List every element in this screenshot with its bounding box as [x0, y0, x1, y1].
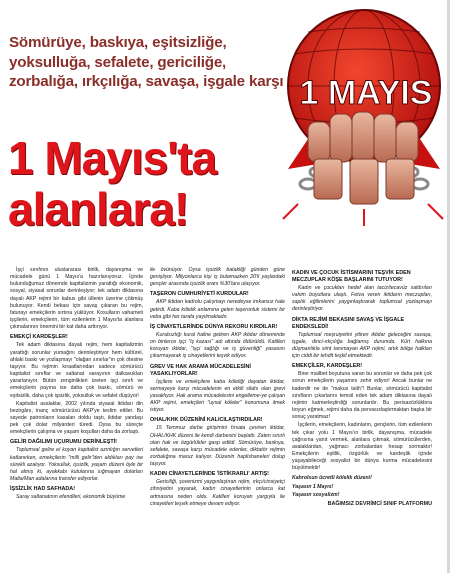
- section-heading: KADIN VE ÇOCUK İSTİSMARINI TEŞVİK EDEN MECZUPLAR KÖŞE BAŞLARINI TUTUYOR!: [292, 270, 411, 283]
- paragraph: Birer mailbet boyutuna varan bu sorunlar ve daha pek çok sorun emekçilerin yaşamını zehir ediyor! Ancak bunlar ne kaderdir ne de "makus talih"! Bunlar, sömürücü kapitalist sınıfların çıkarlarını temsil eden tek adam diktasına dayalı rejimin katmerleştirdiği sorunlardır. Bu perisasözlükbıra boyun eğmek, rejimi daha da pervasızlaştırmaktan başka bir sonuç yaratmaz!: [292, 371, 432, 421]
- paragraph: ile övünüyor. Oysa işsizlik batakliği günden güne genişliyor. Milyonlarca kişi iş bulamazken 20'li yaşlardaki gençler arasında işsizlik oranı %30'lara ulaşıyor.: [150, 267, 285, 288]
- section-heading: TAŞERON CUMHURİYETİ KURDULAR!: [150, 291, 249, 298]
- paragraph: AKP iktidarı kadrolu çalışmayı neredeyse imkansız hale getirdi. Kaba kölelik anlamına gelen taşeronluk sistemi bir veba gibi her tarafa yayılmaktadır.: [150, 299, 285, 320]
- section-heading: OHAL/KHK DÜZENİNİ KALICILAŞTIRDILAR!: [150, 417, 263, 424]
- section-heading: İŞ CİNAYETLERİNDE DÜNYA REKORU KIRDILAR!: [150, 323, 278, 330]
- section-heading: İŞSİZLİK HAD SAFHADA!: [10, 486, 75, 493]
- column-2: [150, 267, 285, 509]
- headline-line-2: alanlara!: [8, 183, 189, 235]
- signature: BAĞIMSIZ DEVRİMCİ SINIF PLATFORMU: [327, 500, 432, 507]
- paragraph: İşçilere ve emekçilere kaba köleliği dayatan iktidar, sermayeye karşı mücadelenin en etkili silahı olan grevi yasaklıyor. Hak arama mücadelesini engelleme-ye çalışan AKP rejimi, emekçileri "uysal köleler" konumuna itmek istiyor.: [150, 378, 285, 414]
- may-day-emblem: [278, 4, 448, 229]
- slogan-line-2: yoksulluğa, sefalete, gericiliğe,: [9, 53, 227, 71]
- slogan-line-3: zorbalığa, ırkçılığa, savaşa, işgale karşı: [9, 73, 284, 90]
- closing-line: Yaşasın sosyalizm!: [292, 491, 340, 498]
- section-heading: KADIN CİNAYETLERİNDE 'İSTİKRARLI' ARTIŞ!: [150, 471, 269, 478]
- paragraph: 15 Temmuz darbe girişimini fırsata çeviren iktidar, OHAL/KHK düzeni ile kendi darbesini başlattı. Zaten sınırlı olan hak ve özgürlükler gasp edildi. Sömürüye, baskıya, sefalete, savaşa karşı mücadele edenler, diktatör rejimin zorbalığına maruz kalıyor. Düzenin haplishaneleri dolup taşıyor.: [150, 425, 285, 468]
- paragraph: Toplumsal gelire el koyan kapitalist azınlığın servetleri katlanırken, emekçilerin "milli gelir"den aldıkları pay ise sürekli azalıyor. Yoksulluk, işsizlik, yaşam düzeni öyle bir hal almış ki, ayakkabı kutularına sığmayan dolarları Malta/Man adalarına transfer ediyorlar.: [10, 447, 143, 483]
- emblem-title: 1 MAYIS: [299, 74, 433, 112]
- column-3: [292, 267, 432, 508]
- section-heading: GREV VE HAK ARAMA MÜCADELESİNİ YASAKLIYORLAR!: [150, 363, 251, 377]
- closing-line: Yaşasın 1 Mayıs!: [292, 483, 334, 490]
- paragraph: İşçilerin, emekçilerin, kadınların, gençlerin, tüm ezilenlerin tek çıkar yolu 1 Mayıs'ın birlik, dayanışma, mücadele çağrısına yanıt vermek, alanlara çıkmak, sömürücülerden, asalaklardan, yağmacı zorbalardan hesap sormaktır! Emekçilerin eşitlik, özgürlük ve kardeşlik içinde yaşayabileceği sosyalist bir dünya kurma mücadelesini büyütmektir!: [292, 422, 432, 472]
- paragraph: Saray saltanatının efendileri, ekonomik büyüme: [16, 494, 126, 501]
- paragraph: Kuralsızlığı kural haline getiren AKP iktidar döneminde on binlerce işçi "iş kazası" adı altında öldürüldü. Katilleri koruyan iktidar, "işçi sağlığı ve iş güvenliği" yasasını çıkarmayarak iş cinayetlerini teşvik ediyor.: [150, 331, 285, 360]
- headline: [8, 133, 298, 235]
- paragraph: Tek adam diktasına dayalı rejim, hem kapitalizmin yarattığı sorunlar yumağını derinleştiriyor hem kültürel, ahlaki baskı ve yozlaşmayı "olağan sınırlar"ın çok ötesine taşıyor. Bu rejimin kıraatlarından sadece sömürücü kapitalist sınıflar ve saltanat sarayının dalkavukları yararlanıyor. Bütün zenginlikleri üreten işçi sınıfı ve emekçilerin payına ise daha çok baskı, sömürü ve eşitsizlik, daha çok işsizlik, yoksulluk ve sefalet düşüyor!: [10, 342, 143, 399]
- slogan: [9, 33, 284, 92]
- column-1: [10, 267, 143, 502]
- headline-line-1: 1 Mayıs'ta: [8, 132, 217, 184]
- section-heading: GELİR DAĞILIMI UÇURUMU DERİNLEŞTİ!: [10, 439, 117, 446]
- section-heading: DİKTA REJİMİ BEKASINI SAVAŞ VE İŞGALE ENDEKSLEDİ!: [292, 316, 405, 330]
- intro-paragraph: İşçi sınıfının uluslararası birlik, dayanışma ve mücadele günü 1 Mayıs'a hazırlanıyoruz. İçinde bulunduğumuz dönemde kapitalizmin yarattığı ekonomik, sosyal, siyasal sorunlar derinleşiyor; tek adam diktasına dayalı AKP rejimi bir kabus gibi üllenin üzerine çökmüş bulunuyor. Kendi bekası için savaş çıkaran bu rejim, faturayı emekçilerin sırtına yüklüyor. Kosulların vahameti işçilerin, emekçilerin, tüm ezilenlerin 1 Mayıs'ta alanlara çıkmalarının önemini bir kat daha arttırıyor.: [10, 267, 143, 331]
- paragraph: Kapitalist asalaklar, 2002 yılında siyasal iktidarı din bezirgânı, inanç sömürücüsü AKP'ye teslim ettiler. Bu sayede patronların kasaları doldu taştı, iktidar yandaşı pek çok dolar milyarderi türedi. Oysa bu süreçte emekçilerin çalışma ve yaşam koşulları daha da zorlaştı.: [10, 400, 143, 436]
- section-heading: EMEKÇİ KARDEŞLER!: [10, 334, 68, 341]
- closing-line: Kahrolsun ücretli kölelik düzeni!: [292, 475, 372, 482]
- hands-icon: [308, 112, 418, 204]
- paragraph: Gericiliği, şovenizmi yaygınlaştıran rejim, ırkçı/cinsiyetçi zihniyetini yayarak, kadın cinayetlerinin onlarca kat artmasına neden oldu. Katilleri koruyan yargıyla ile cinayetleri teşvik etmeye devam ediyor.: [150, 479, 285, 507]
- paragraph: Kadın ve çocukları hedef alan taciz/tecavüz saldırıları vahim boyutlara ulaştı. Fetva veren iktidarın meczupları, saplık eğilimlerini yaygınlaştırarak toplumsal yozlaşmayı derinleştiriyor.: [292, 285, 432, 313]
- paragraph: Toplumsal meşruiyetini yitiren iktidar geleceğini savaşa, işgale, dinci-ırkçılığa bağlamış durumda. Kürt halkına düşmanlıkla simt tanımayan AKP rejimi, artık bölge halkları için ciddi bir tehdit teşkil etmektedir.: [292, 331, 432, 360]
- section-heading: EMEKÇİLER, KARDEŞLER!: [292, 363, 363, 370]
- slogan-line-1: Sömürüye, baskıya, eşitsizliğe,: [9, 34, 227, 51]
